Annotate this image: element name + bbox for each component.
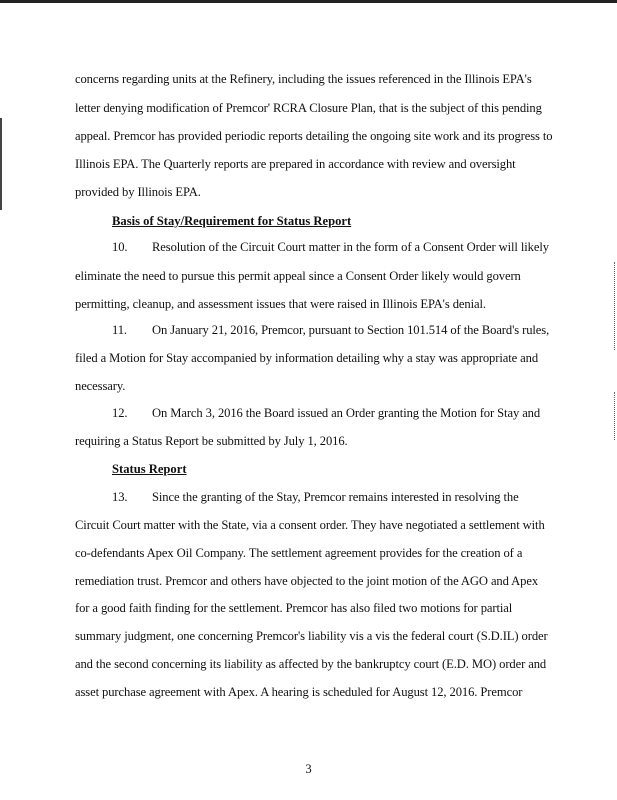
paragraph-number: 10. — [112, 240, 128, 254]
scan-right-edge-dots — [614, 392, 615, 440]
body-line: and the second concerning its liability as affected by the bankruptcy court (E.D. MO) order and — [75, 657, 547, 671]
paragraph-13-first-line — [112, 489, 592, 505]
body-line: requiring a Status Report be submitted by July 1, 2016. — [75, 434, 348, 448]
body-line: summary judgment, one concerning Premcor's liability vis a vis the federal court (S.D.IL) order — [75, 629, 548, 643]
section-heading-stay: Basis of Stay/Requirement for Status Report — [112, 214, 352, 228]
paragraph-text: On March 3, 2016 the Board issued an Order granting the Motion for Stay and — [152, 406, 541, 420]
paragraph-12-first-line — [112, 405, 592, 421]
paragraph-11-first-line — [112, 322, 592, 338]
body-line: for a good faith finding for the settlement. Premcor has also filed two motions for partial — [75, 601, 513, 615]
paragraph-text: Resolution of the Circuit Court matter in the form of a Consent Order will likely — [152, 240, 549, 254]
body-line: eliminate the need to pursue this permit appeal since a Consent Order likely would govern — [75, 269, 521, 283]
body-line: asset purchase agreement with Apex. A hearing is scheduled for August 12, 2016. Premcor — [75, 685, 523, 699]
section-heading-status: Status Report — [112, 462, 187, 476]
page-number: 3 — [305, 762, 312, 776]
scan-right-edge-dots — [614, 262, 615, 350]
body-line: concerns regarding units at the Refinery, including the issues referenced in the Illinois EPA's — [75, 72, 532, 86]
paragraph-number: 11. — [112, 323, 127, 337]
body-line: appeal. Premcor has provided periodic reports detailing the ongoing site work and its progress to — [75, 129, 553, 143]
body-line: remediation trust. Premcor and others have objected to the joint motion of the AGO and Apex — [75, 574, 539, 588]
paragraph-text: Since the granting of the Stay, Premcor remains interested in resolving the — [152, 490, 519, 504]
paragraph-10-first-line — [112, 239, 592, 255]
body-line: provided by Illinois EPA. — [75, 185, 201, 199]
body-line: filed a Motion for Stay accompanied by information detailing why a stay was appropriate and — [75, 351, 539, 365]
body-line: permitting, cleanup, and assessment issues that were raised in Illinois EPA's denial. — [75, 297, 486, 311]
scan-top-edge — [0, 0, 617, 3]
body-line: co-defendants Apex Oil Company. The settlement agreement provides for the creation of a — [75, 546, 523, 560]
body-line: Circuit Court matter with the State, via a consent order. They have negotiated a settlement with — [75, 518, 545, 532]
scan-left-edge-mark — [0, 118, 2, 210]
paragraph-number: 12. — [112, 406, 128, 420]
body-line: necessary. — [75, 379, 126, 393]
paragraph-text: On January 21, 2016, Premcor, pursuant to Section 101.514 of the Board's rules, — [152, 323, 550, 337]
body-line: letter denying modification of Premcor' RCRA Closure Plan, that is the subject of this pending — [75, 101, 542, 115]
paragraph-number: 13. — [112, 490, 128, 504]
body-line: Illinois EPA. The Quarterly reports are prepared in accordance with review and oversight — [75, 157, 516, 171]
